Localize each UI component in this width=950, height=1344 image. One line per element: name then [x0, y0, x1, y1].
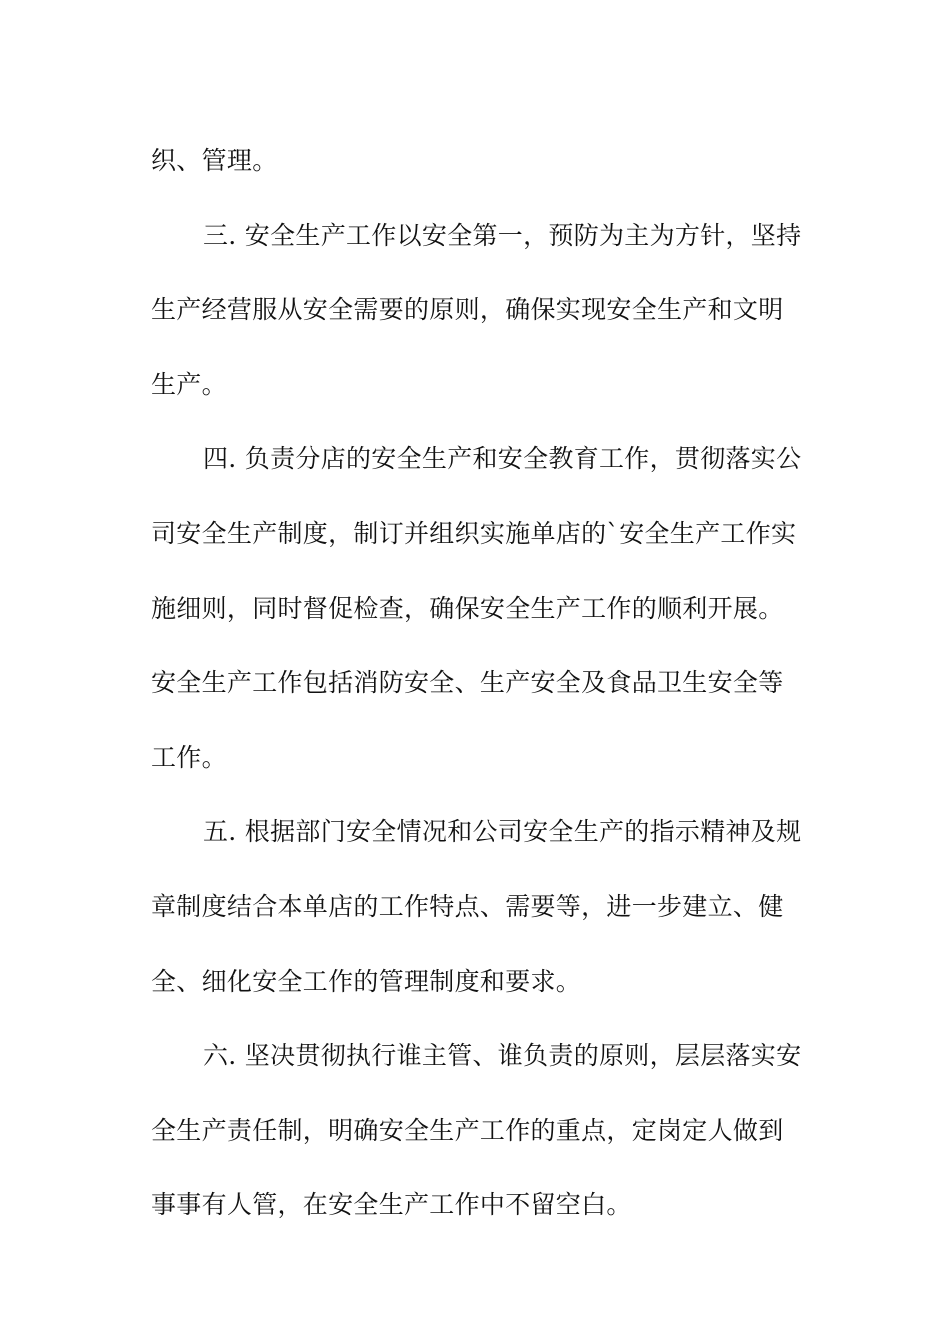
- text-line: 五. 根据部门安全情况和公司安全生产的指示精神及规: [203, 817, 802, 847]
- text-line: 事事有人管，在安全生产工作中不留空白。: [151, 1190, 632, 1220]
- text-line: 全生产责任制，明确安全生产工作的重点，定岗定人做到: [151, 1115, 784, 1145]
- text-line: 施细则，同时督促检查，确保安全生产工作的顺利开展。: [151, 593, 784, 623]
- text-line: 司安全生产制度，制订并组织实施单店的`安全生产工作实: [151, 518, 797, 548]
- text-line: 章制度结合本单店的工作特点、需要等，进一步建立、健: [151, 891, 784, 921]
- text-line: 安全生产工作包括消防安全、生产安全及食品卫生安全等: [151, 668, 784, 698]
- text-line: 全、细化安全工作的管理制度和要求。: [151, 966, 582, 996]
- document-body: [151, 124, 811, 1243]
- text-line: 生产。: [151, 369, 227, 399]
- text-line: 生产经营服从安全需要的原则，确保实现安全生产和文明: [151, 295, 784, 325]
- text-line: 工作。: [151, 742, 227, 772]
- text-line: 三. 安全生产工作以安全第一，预防为主为方针，坚持: [203, 220, 802, 250]
- text-line: 四. 负责分店的安全生产和安全教育工作，贯彻落实公: [203, 444, 802, 474]
- text-line: 织、管理。: [151, 146, 278, 175]
- text-line: 六. 坚决贯彻执行谁主管、谁负责的原则，层层落实安: [203, 1041, 802, 1071]
